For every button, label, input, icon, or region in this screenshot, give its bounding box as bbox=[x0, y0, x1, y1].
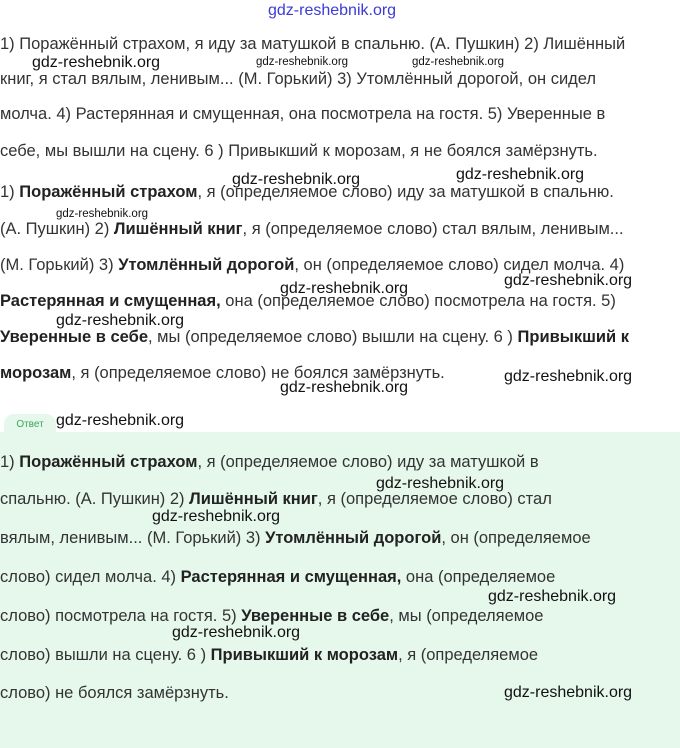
participle-phrase: Растерянная и смущенная, bbox=[180, 568, 402, 586]
answer-line-1 bbox=[0, 453, 539, 472]
text: , он (определяемое слово) сидел молча. 4) bbox=[294, 256, 625, 274]
text: слово) сидел молча. 4) bbox=[0, 568, 181, 586]
text: (А. Пушкин) 2) bbox=[0, 220, 114, 238]
watermark: gdz-reshebnik.org bbox=[256, 56, 349, 68]
text: , я (определяемое слово) стал bbox=[317, 490, 552, 508]
watermark: gdz-reshebnik.org bbox=[504, 272, 633, 289]
text: 1) bbox=[0, 183, 20, 201]
text: , я (определяемое слово) иду за матушкой в bbox=[197, 453, 539, 471]
participle-phrase: Привыкший к морозам bbox=[210, 646, 399, 664]
participle-phrase: Уверенные в себе bbox=[241, 607, 390, 625]
watermark: gdz-reshebnik.org bbox=[56, 208, 149, 220]
participle-phrase: Уверенные в себе bbox=[0, 328, 149, 346]
answer-line-6 bbox=[0, 646, 538, 665]
text: , мы (определяемое слово) вышли на сцену. 6 ) bbox=[148, 328, 518, 346]
text: , я (определяемое слово) стал вялым, ленивым... bbox=[242, 220, 624, 238]
text: , я (определяемое слово) не боялся замёрзнуть. bbox=[71, 364, 445, 382]
task-line-1: 1) Поражённый страхом, я иду за матушкой в спальню. (А. Пушкин) 2) Лишённый bbox=[0, 35, 626, 53]
text: вялым, ленивым... (М. Горький) 3) bbox=[0, 529, 266, 547]
text: спальню. (А. Пушкин) 2) bbox=[0, 490, 190, 508]
task-line-4: себе, мы вышли на сцену. 6 ) Привыкший к морозам, я не боялся замёрзнуть. bbox=[0, 142, 598, 160]
text: , он (определяемое bbox=[441, 529, 591, 547]
text: , я (определяемое bbox=[398, 646, 539, 664]
watermark: gdz-reshebnik.org bbox=[232, 171, 361, 188]
watermark: gdz-reshebnik.org bbox=[32, 54, 161, 71]
participle-phrase: морозам bbox=[0, 364, 72, 382]
watermark: gdz-reshebnik.org bbox=[456, 166, 585, 183]
answer-line-4 bbox=[0, 568, 555, 587]
answer-tab: Ответ bbox=[4, 414, 56, 434]
participle-phrase: Поражённый страхом bbox=[19, 183, 198, 201]
task-line-3: молча. 4) Растерянная и смущенная, она посмотрела на гостя. 5) Уверенные в bbox=[0, 105, 606, 123]
text: слово) вышли на сцену. 6 ) bbox=[0, 646, 211, 664]
task-line-2: книг, я стал вялым, ленивым... (М. Горький) 3) Утомлённый дорогой, он сидел bbox=[0, 70, 597, 88]
watermark: gdz-reshebnik.org bbox=[488, 588, 617, 605]
participle-phrase: Лишённый книг bbox=[113, 220, 243, 238]
watermark: gdz-reshebnik.org bbox=[280, 379, 409, 396]
participle-phrase: Утомлённый дорогой bbox=[265, 529, 442, 547]
watermark: gdz-reshebnik.org bbox=[280, 280, 409, 297]
participle-phrase: Утомлённый дорогой bbox=[118, 256, 295, 274]
text: 1) bbox=[0, 453, 20, 471]
watermark-top: gdz-reshebnik.org bbox=[268, 2, 397, 19]
watermark: gdz-reshebnik.org bbox=[152, 508, 281, 525]
participle-phrase: Растерянная и смущенная, bbox=[0, 292, 221, 310]
watermark: gdz-reshebnik.org bbox=[56, 312, 185, 329]
answer-line-7: слово) не боялся замёрзнуть. bbox=[0, 684, 229, 702]
participle-phrase: Лишённый книг bbox=[189, 490, 318, 508]
analysis-line-2 bbox=[0, 220, 624, 239]
text: она (определяемое bbox=[401, 568, 556, 586]
text: слово) посмотрела на гостя. 5) bbox=[0, 607, 242, 625]
participle-phrase: Привыкший к bbox=[517, 328, 629, 346]
analysis-line-5 bbox=[0, 328, 629, 347]
text: , я (определяемое слово) иду за матушкой в спальню. bbox=[197, 183, 614, 201]
text: она (определяемое слово) посмотрела на гостя. 5) bbox=[220, 292, 616, 310]
participle-phrase: Поражённый страхом bbox=[19, 453, 198, 471]
watermark: gdz-reshebnik.org bbox=[376, 475, 505, 492]
watermark: gdz-reshebnik.org bbox=[412, 56, 505, 68]
watermark: gdz-reshebnik.org bbox=[504, 684, 633, 701]
watermark: gdz-reshebnik.org bbox=[56, 412, 185, 429]
answer-line-3 bbox=[0, 529, 591, 548]
watermark: gdz-reshebnik.org bbox=[504, 368, 633, 385]
watermark: gdz-reshebnik.org bbox=[172, 624, 301, 641]
text: (М. Горький) 3) bbox=[0, 256, 119, 274]
text: , мы (определяемое bbox=[389, 607, 544, 625]
